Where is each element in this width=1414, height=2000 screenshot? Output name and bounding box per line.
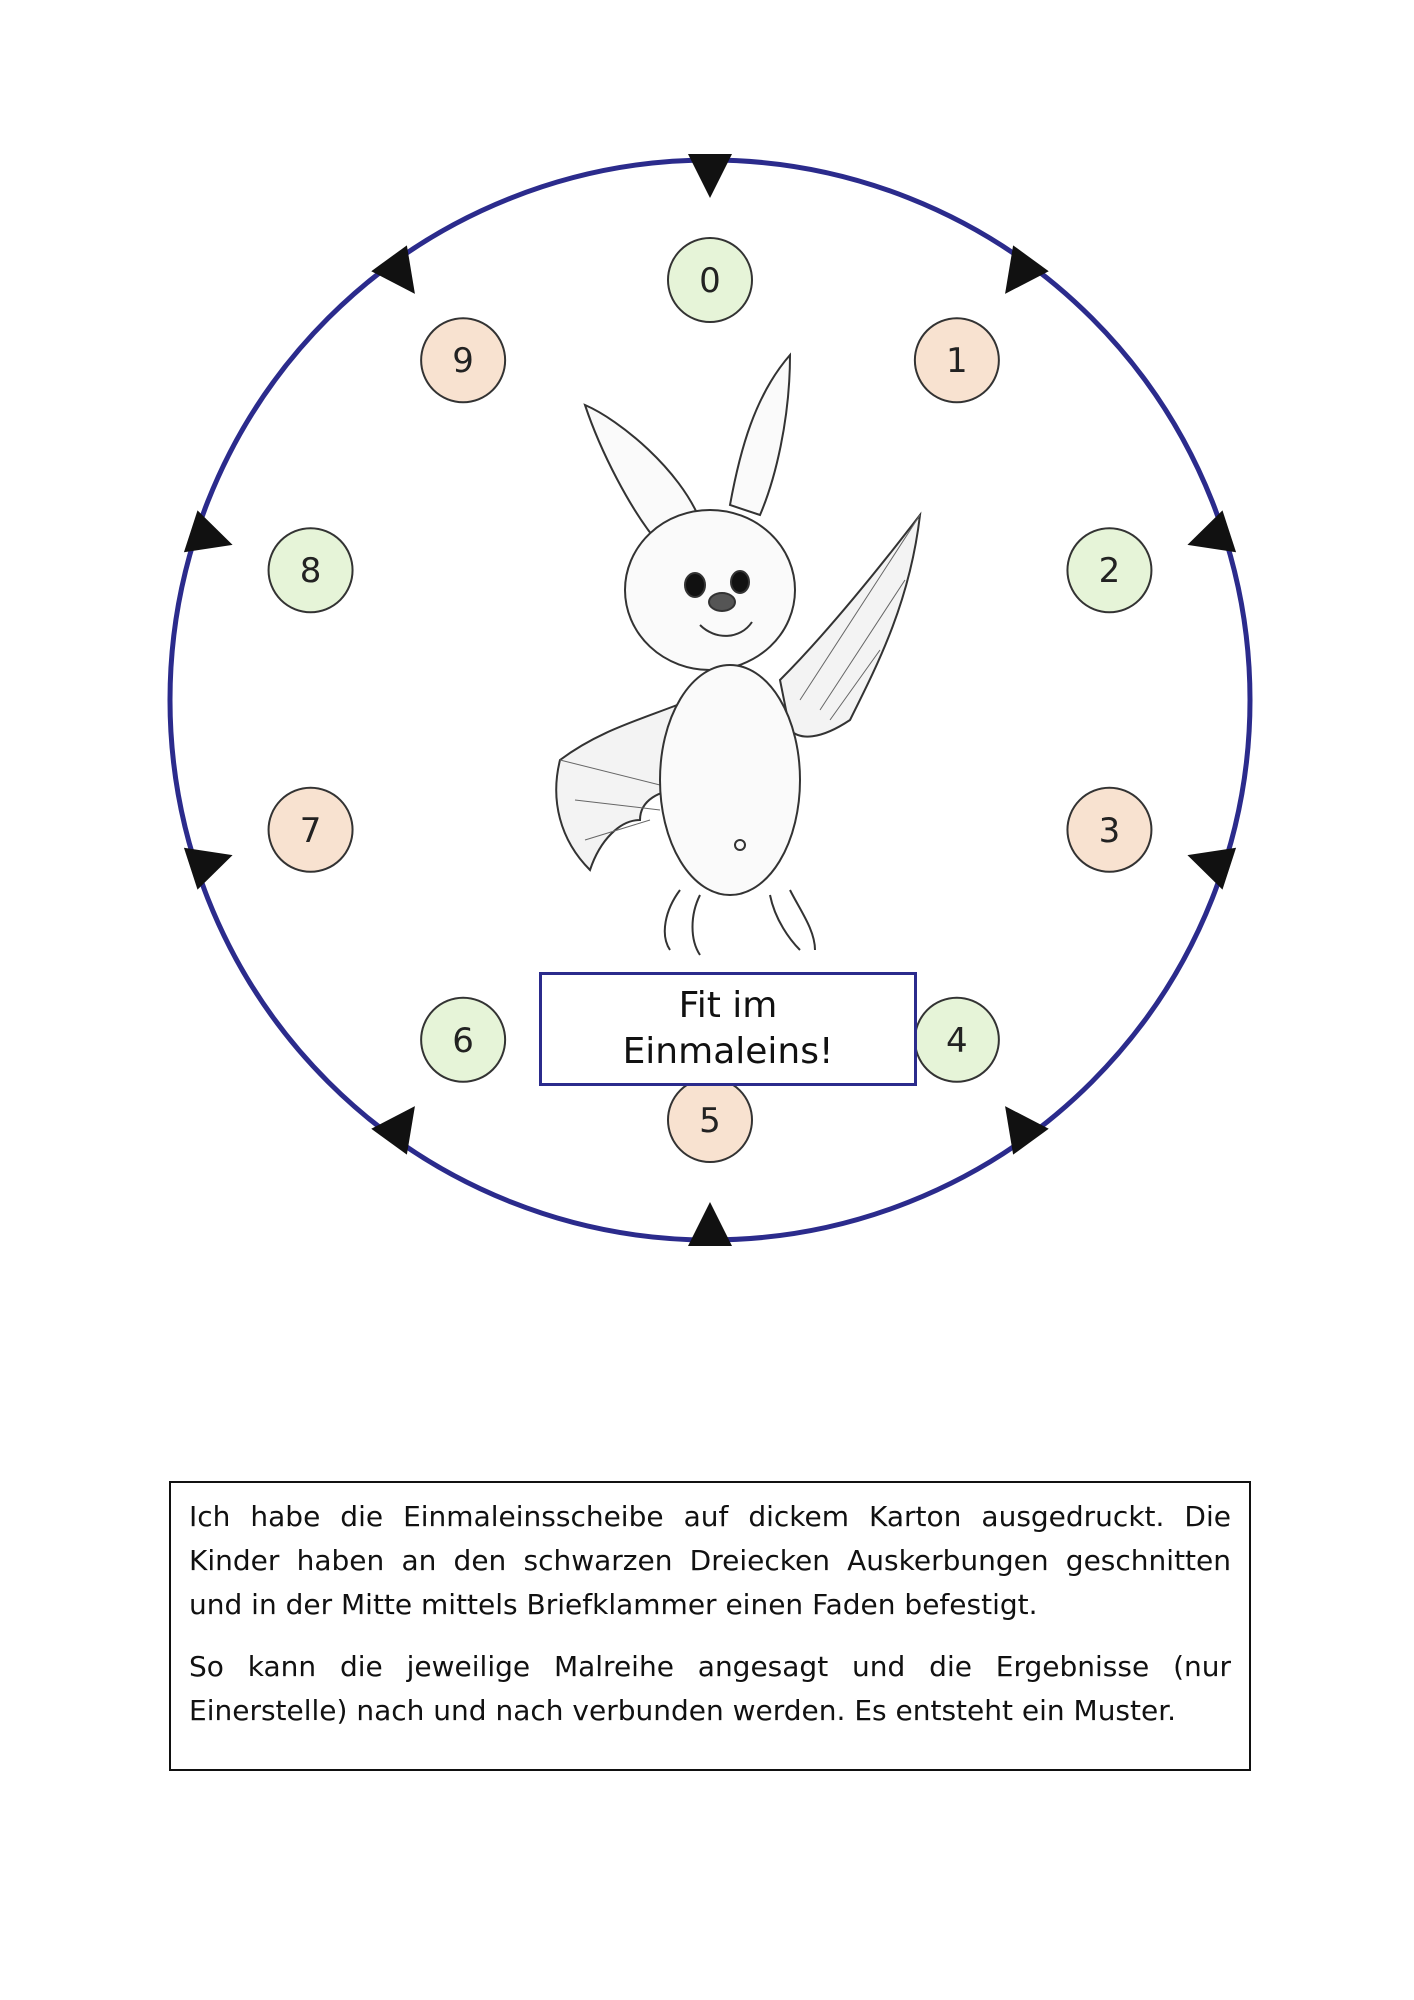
number-label-4: 4 (946, 1020, 968, 1061)
notch-triangle-7 (184, 848, 233, 890)
number-label-1: 1 (946, 341, 968, 382)
title-line-1: Fit im (678, 985, 778, 1026)
number-circle-1 (915, 318, 999, 402)
number-label-7: 7 (299, 810, 322, 851)
number-label-9: 9 (452, 341, 474, 382)
number-label-6: 6 (452, 1020, 474, 1061)
title-box (539, 972, 917, 1086)
notch-triangle-8 (184, 510, 233, 552)
number-circle-2 (1067, 528, 1151, 612)
number-circle-7 (269, 788, 353, 872)
number-circle-8 (269, 528, 353, 612)
notch-triangle-0 (688, 154, 732, 198)
bat-right-ear (730, 355, 790, 515)
number-label-5: 5 (699, 1101, 721, 1141)
bat-body (660, 665, 800, 895)
number-label-2: 2 (1098, 551, 1121, 592)
number-circle-3 (1067, 788, 1151, 872)
notch-triangle-3 (1187, 848, 1236, 890)
note-paragraph-1: Ich habe die Einmaleinsscheibe auf dickem Karton ausgedruckt. Die Kinder haben an den schwarzen Dreiecken Auskerbungen geschnitten und in der Mitte mittels Briefklammer einen Faden befestigt. (189, 1500, 1231, 1621)
number-circle-6 (421, 998, 505, 1082)
number-circle-4 (915, 998, 999, 1082)
bat-head (625, 510, 795, 670)
number-label-8: 8 (299, 551, 322, 592)
notch-triangle-5 (688, 1202, 732, 1246)
notch-triangle-2 (1187, 510, 1236, 552)
number-label-3: 3 (1098, 810, 1121, 851)
title-line-2: Einmaleins! (622, 1031, 834, 1072)
bat-illustration (556, 355, 920, 955)
number-circle-9 (421, 318, 505, 402)
note-paragraph-2: So kann die jeweilige Malreihe angesagt und die Ergebnisse (nur Einerstelle) nach und nach verbunden werden. Es entsteht ein Muster. (189, 1650, 1231, 1727)
number-label-0: 0 (699, 261, 721, 301)
instruction-note (169, 1481, 1251, 1771)
bat-feet (665, 890, 815, 955)
number-circle-5 (668, 1078, 752, 1162)
number-circle-0 (668, 238, 752, 322)
